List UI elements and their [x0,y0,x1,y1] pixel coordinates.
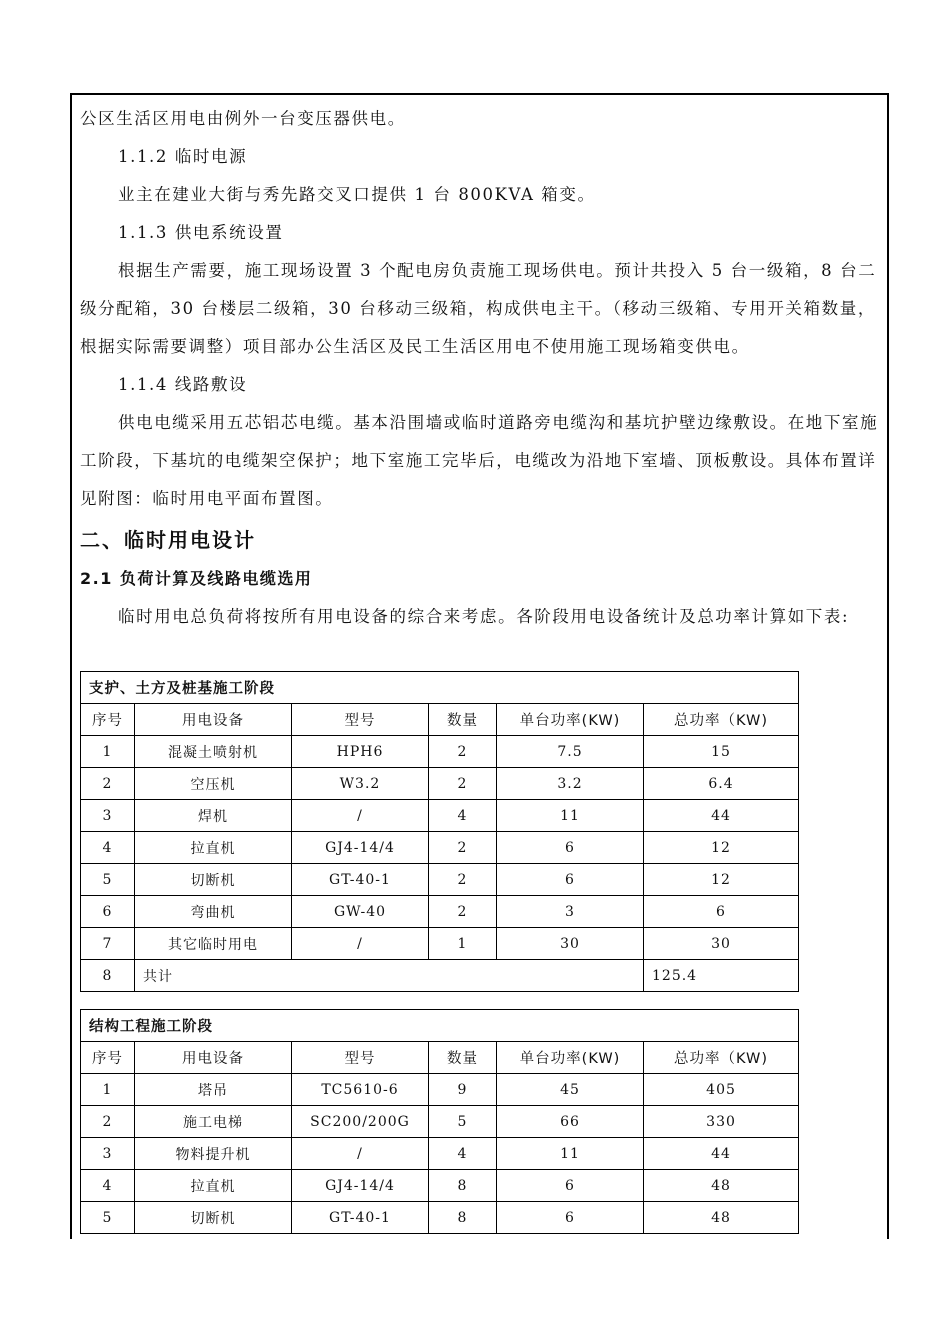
cell-unit-power: 6 [497,1170,644,1202]
cell-equipment: 焊机 [135,800,292,832]
cell-no: 1 [81,1074,135,1106]
cell-no: 4 [81,1170,135,1202]
cell-model: GJ4-14/4 [292,832,429,864]
cell-no: 3 [81,800,135,832]
cell-total-power: 12 [644,832,799,864]
header-equipment: 用电设备 [135,1042,292,1074]
cell-total-power: 12 [644,864,799,896]
cell-model: GT-40-1 [292,864,429,896]
paragraph-1-1-4: 供电电缆采用五芯铝芯电缆。基本沿围墙或临时道路旁电缆沟和基坑护壁边缘敷设。在地下室施工阶段，下基坑的电缆架空保护；地下室施工完毕后，电缆改为沿地下室墙、顶板敷设。具体布置详见附图：临时用电平面布置图。 [80,413,879,508]
cell-model: GW-40 [292,896,429,928]
total-label: 共计 [135,960,644,992]
cell-equipment: 混凝土喷射机 [135,736,292,768]
cell-total-power: 48 [644,1170,799,1202]
table-row [81,800,799,832]
cell-total-power: 405 [644,1074,799,1106]
cell-no: 5 [81,1202,135,1234]
cell-quantity: 5 [429,1106,497,1138]
cell-total-power: 30 [644,928,799,960]
cell-model: GJ4-14/4 [292,1170,429,1202]
heading-1-1-3: 1.1.3 供电系统设置 [118,223,284,242]
cell-no: 2 [81,768,135,800]
cell-quantity: 2 [429,896,497,928]
cell-equipment: 其它临时用电 [135,928,292,960]
cell-equipment: 弯曲机 [135,896,292,928]
cell-no: 1 [81,736,135,768]
cell-unit-power: 3 [497,896,644,928]
cell-unit-power: 45 [497,1074,644,1106]
cell-equipment: 拉直机 [135,832,292,864]
cell-no: 6 [81,896,135,928]
table-row [81,1138,799,1170]
heading-1-1-2: 1.1.2 临时电源 [118,147,248,166]
cell-model: HPH6 [292,736,429,768]
stage2-title-row [81,1010,799,1042]
cell-equipment: 空压机 [135,768,292,800]
cell-no: 7 [81,928,135,960]
heading-1-1-4: 1.1.4 线路敷设 [118,375,248,394]
table-row [81,864,799,896]
cell-total-power: 44 [644,800,799,832]
cell-model: SC200/200G [292,1106,429,1138]
cell-no: 2 [81,1106,135,1138]
header-quantity: 数量 [429,1042,497,1074]
header-unit-power: 单台功率(KW) [497,704,644,736]
cell-no: 4 [81,832,135,864]
table-row [81,832,799,864]
table-row [81,1202,799,1234]
table-row [81,1074,799,1106]
intro-section [80,100,885,518]
header-total-power: 总功率（KW) [644,1042,799,1074]
cell-unit-power: 11 [497,1138,644,1170]
cell-quantity: 1 [429,928,497,960]
cell-model: TC5610-6 [292,1074,429,1106]
total-row [81,960,799,992]
cell-total-power: 48 [644,1202,799,1234]
section-2-1-title: 2.1 负荷计算及线路电缆选用 [80,569,313,588]
cell-total-power: 44 [644,1138,799,1170]
cell-total-power: 15 [644,736,799,768]
table-row [81,1170,799,1202]
table-row [81,928,799,960]
cell-unit-power: 6 [497,1202,644,1234]
cell-unit-power: 11 [497,800,644,832]
header-unit-power: 单台功率(KW) [497,1042,644,1074]
stage1-table [80,671,799,992]
stage1-header-row [81,704,799,736]
cell-model: GT-40-1 [292,1202,429,1234]
cell-quantity: 8 [429,1202,497,1234]
paragraph-1-1-2: 业主在建业大街与秀先路交叉口提供 1 台 800KVA 箱变。 [118,185,596,204]
cell-total-power: 6 [644,896,799,928]
cell-model: / [292,800,429,832]
table-row [81,736,799,768]
cell-total-power: 330 [644,1106,799,1138]
header-quantity: 数量 [429,704,497,736]
section-2-1-paragraph: 临时用电总负荷将按所有用电设备的综合来考虑。各阶段用电设备统计及总功率计算如下表: [118,607,850,626]
total-no: 8 [81,960,135,992]
cell-quantity: 2 [429,832,497,864]
cell-equipment: 物料提升机 [135,1138,292,1170]
header-model: 型号 [292,704,429,736]
cell-total-power: 6.4 [644,768,799,800]
stage2-header-row [81,1042,799,1074]
cell-no: 3 [81,1138,135,1170]
cell-model: / [292,1138,429,1170]
cell-equipment: 切断机 [135,1202,292,1234]
cell-model: W3.2 [292,768,429,800]
stage1-title-row [81,672,799,704]
cell-no: 5 [81,864,135,896]
cell-unit-power: 6 [497,832,644,864]
cell-quantity: 9 [429,1074,497,1106]
stage1-title: 支护、土方及桩基施工阶段 [81,672,799,704]
header-total-power: 总功率（KW) [644,704,799,736]
cell-quantity: 2 [429,736,497,768]
cell-unit-power: 30 [497,928,644,960]
section-2-title: 二、临时用电设计 [80,528,256,552]
table-row [81,768,799,800]
cell-equipment: 拉直机 [135,1170,292,1202]
intro-line: 公区生活区用电由例外一台变压器供电。 [80,109,406,128]
cell-equipment: 施工电梯 [135,1106,292,1138]
cell-equipment: 切断机 [135,864,292,896]
cell-quantity: 4 [429,800,497,832]
cell-equipment: 塔吊 [135,1074,292,1106]
cell-quantity: 4 [429,1138,497,1170]
paragraph-1-1-3: 根据生产需要，施工现场设置 3 个配电房负责施工现场供电。预计共投入 5 台一级箱，8 台二级分配箱，30 台楼层二级箱，30 台移动三级箱，构成供电主干。（移动三级箱、专用开关箱数量，根据实际需要调整）项目部办公生活区及民工生活区用电不使用施工现场箱变供电。 [80,261,877,356]
table-row [81,1106,799,1138]
cell-unit-power: 7.5 [497,736,644,768]
stage2-title: 结构工程施工阶段 [81,1010,799,1042]
total-value: 125.4 [644,960,799,992]
cell-unit-power: 3.2 [497,768,644,800]
cell-unit-power: 6 [497,864,644,896]
table-row [81,896,799,928]
cell-quantity: 2 [429,768,497,800]
stage2-table [80,1009,799,1234]
header-model: 型号 [292,1042,429,1074]
cell-model: / [292,928,429,960]
header-no: 序号 [81,704,135,736]
cell-quantity: 8 [429,1170,497,1202]
cell-quantity: 2 [429,864,497,896]
header-no: 序号 [81,1042,135,1074]
header-equipment: 用电设备 [135,704,292,736]
cell-unit-power: 66 [497,1106,644,1138]
